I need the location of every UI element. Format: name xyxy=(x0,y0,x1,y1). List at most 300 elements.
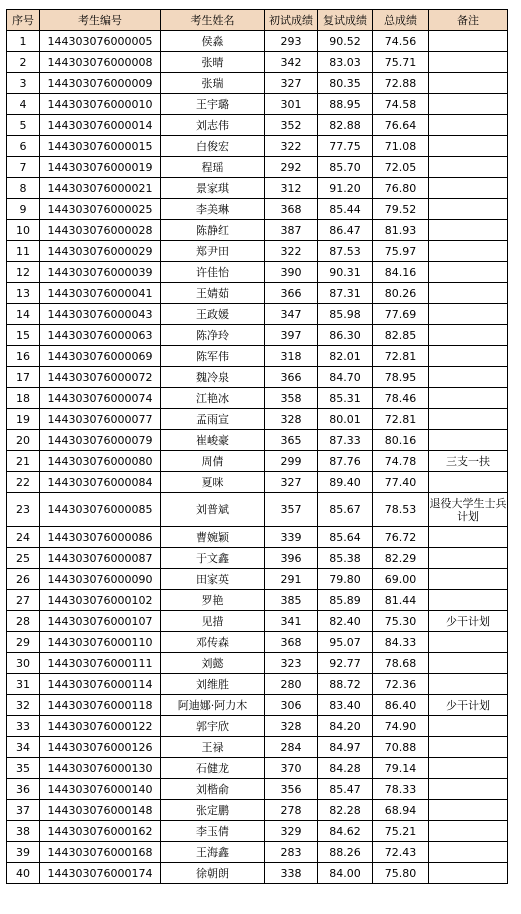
score-table xyxy=(6,9,508,884)
cell-initial-score: 327 xyxy=(265,73,318,94)
table-row xyxy=(7,325,508,346)
cell-retest-score: 84.28 xyxy=(318,758,373,779)
cell-total-score: 75.71 xyxy=(373,52,429,73)
cell-exam-id: 144303076000039 xyxy=(40,262,161,283)
cell-seq: 40 xyxy=(7,863,40,884)
cell-remark xyxy=(429,779,508,800)
cell-remark xyxy=(429,863,508,884)
cell-name: 徐朝朗 xyxy=(161,863,265,884)
cell-retest-score: 85.67 xyxy=(318,493,373,527)
table-row xyxy=(7,199,508,220)
cell-remark xyxy=(429,304,508,325)
cell-total-score: 72.05 xyxy=(373,157,429,178)
cell-total-score: 79.14 xyxy=(373,758,429,779)
cell-exam-id: 144303076000014 xyxy=(40,115,161,136)
table-row xyxy=(7,178,508,199)
cell-name: 曹婉颖 xyxy=(161,527,265,548)
cell-initial-score: 347 xyxy=(265,304,318,325)
cell-total-score: 82.29 xyxy=(373,548,429,569)
cell-seq: 31 xyxy=(7,674,40,695)
cell-remark xyxy=(429,674,508,695)
cell-initial-score: 328 xyxy=(265,409,318,430)
cell-exam-id: 144303076000041 xyxy=(40,283,161,304)
cell-remark xyxy=(429,716,508,737)
cell-remark xyxy=(429,178,508,199)
cell-name: 刘普斌 xyxy=(161,493,265,527)
table-row xyxy=(7,632,508,653)
cell-initial-score: 323 xyxy=(265,653,318,674)
cell-total-score: 77.69 xyxy=(373,304,429,325)
cell-total-score: 72.81 xyxy=(373,346,429,367)
cell-initial-score: 328 xyxy=(265,716,318,737)
cell-total-score: 82.85 xyxy=(373,325,429,346)
cell-total-score: 72.88 xyxy=(373,73,429,94)
cell-seq: 6 xyxy=(7,136,40,157)
cell-retest-score: 89.40 xyxy=(318,472,373,493)
table-row xyxy=(7,472,508,493)
cell-initial-score: 366 xyxy=(265,283,318,304)
table-row xyxy=(7,52,508,73)
cell-seq: 22 xyxy=(7,472,40,493)
cell-exam-id: 144303076000087 xyxy=(40,548,161,569)
table-row xyxy=(7,842,508,863)
cell-remark xyxy=(429,409,508,430)
table-row xyxy=(7,674,508,695)
cell-remark: 三支一扶 xyxy=(429,451,508,472)
cell-initial-score: 358 xyxy=(265,388,318,409)
cell-exam-id: 144303076000162 xyxy=(40,821,161,842)
cell-total-score: 68.94 xyxy=(373,800,429,821)
cell-retest-score: 84.20 xyxy=(318,716,373,737)
cell-retest-score: 82.88 xyxy=(318,115,373,136)
cell-total-score: 81.93 xyxy=(373,220,429,241)
cell-name: 李玉倩 xyxy=(161,821,265,842)
cell-initial-score: 390 xyxy=(265,262,318,283)
cell-retest-score: 82.40 xyxy=(318,611,373,632)
cell-seq: 18 xyxy=(7,388,40,409)
cell-remark xyxy=(429,430,508,451)
table-row xyxy=(7,569,508,590)
cell-name: 郭宇欣 xyxy=(161,716,265,737)
table-row xyxy=(7,367,508,388)
cell-seq: 34 xyxy=(7,737,40,758)
cell-name: 张晴 xyxy=(161,52,265,73)
cell-remark: 少干计划 xyxy=(429,695,508,716)
cell-name: 侯淼 xyxy=(161,31,265,52)
cell-name: 张瑞 xyxy=(161,73,265,94)
table-row xyxy=(7,220,508,241)
cell-initial-score: 322 xyxy=(265,136,318,157)
cell-retest-score: 79.80 xyxy=(318,569,373,590)
cell-name: 于文鑫 xyxy=(161,548,265,569)
cell-initial-score: 327 xyxy=(265,472,318,493)
cell-exam-id: 144303076000028 xyxy=(40,220,161,241)
cell-initial-score: 301 xyxy=(265,94,318,115)
cell-total-score: 74.78 xyxy=(373,451,429,472)
cell-total-score: 72.81 xyxy=(373,409,429,430)
cell-initial-score: 283 xyxy=(265,842,318,863)
cell-total-score: 71.08 xyxy=(373,136,429,157)
cell-total-score: 84.33 xyxy=(373,632,429,653)
cell-seq: 3 xyxy=(7,73,40,94)
table-row xyxy=(7,863,508,884)
cell-exam-id: 144303076000111 xyxy=(40,653,161,674)
cell-name: 刘楷俞 xyxy=(161,779,265,800)
cell-initial-score: 396 xyxy=(265,548,318,569)
cell-total-score: 75.80 xyxy=(373,863,429,884)
cell-initial-score: 278 xyxy=(265,800,318,821)
cell-seq: 27 xyxy=(7,590,40,611)
cell-retest-score: 85.47 xyxy=(318,779,373,800)
table-row xyxy=(7,136,508,157)
table-row xyxy=(7,73,508,94)
cell-name: 田家英 xyxy=(161,569,265,590)
cell-total-score: 84.16 xyxy=(373,262,429,283)
cell-initial-score: 284 xyxy=(265,737,318,758)
cell-exam-id: 144303076000063 xyxy=(40,325,161,346)
cell-remark xyxy=(429,800,508,821)
header-exam-id: 考生编号 xyxy=(40,10,161,31)
cell-initial-score: 306 xyxy=(265,695,318,716)
cell-seq: 13 xyxy=(7,283,40,304)
cell-exam-id: 144303076000043 xyxy=(40,304,161,325)
cell-remark xyxy=(429,199,508,220)
cell-seq: 36 xyxy=(7,779,40,800)
cell-retest-score: 86.47 xyxy=(318,220,373,241)
cell-retest-score: 82.28 xyxy=(318,800,373,821)
cell-total-score: 80.16 xyxy=(373,430,429,451)
cell-seq: 15 xyxy=(7,325,40,346)
cell-name: 孟雨宣 xyxy=(161,409,265,430)
cell-initial-score: 368 xyxy=(265,199,318,220)
cell-total-score: 78.53 xyxy=(373,493,429,527)
cell-remark xyxy=(429,115,508,136)
cell-exam-id: 144303076000086 xyxy=(40,527,161,548)
cell-name: 罗艳 xyxy=(161,590,265,611)
cell-initial-score: 385 xyxy=(265,590,318,611)
cell-total-score: 69.00 xyxy=(373,569,429,590)
cell-exam-id: 144303076000110 xyxy=(40,632,161,653)
cell-total-score: 76.80 xyxy=(373,178,429,199)
cell-retest-score: 90.31 xyxy=(318,262,373,283)
cell-initial-score: 299 xyxy=(265,451,318,472)
cell-retest-score: 85.98 xyxy=(318,304,373,325)
cell-name: 李美琳 xyxy=(161,199,265,220)
cell-seq: 30 xyxy=(7,653,40,674)
cell-exam-id: 144303076000010 xyxy=(40,94,161,115)
cell-name: 郑尹田 xyxy=(161,241,265,262)
table-row xyxy=(7,262,508,283)
cell-seq: 35 xyxy=(7,758,40,779)
cell-initial-score: 338 xyxy=(265,863,318,884)
table-row xyxy=(7,451,508,472)
cell-exam-id: 144303076000118 xyxy=(40,695,161,716)
cell-seq: 32 xyxy=(7,695,40,716)
cell-retest-score: 84.97 xyxy=(318,737,373,758)
cell-initial-score: 356 xyxy=(265,779,318,800)
cell-name: 刘维胜 xyxy=(161,674,265,695)
table-row xyxy=(7,409,508,430)
cell-initial-score: 329 xyxy=(265,821,318,842)
cell-name: 许佳怡 xyxy=(161,262,265,283)
cell-exam-id: 144303076000015 xyxy=(40,136,161,157)
cell-remark xyxy=(429,157,508,178)
cell-remark xyxy=(429,346,508,367)
cell-initial-score: 357 xyxy=(265,493,318,527)
cell-exam-id: 144303076000107 xyxy=(40,611,161,632)
cell-total-score: 77.40 xyxy=(373,472,429,493)
cell-retest-score: 92.77 xyxy=(318,653,373,674)
cell-initial-score: 397 xyxy=(265,325,318,346)
cell-exam-id: 144303076000090 xyxy=(40,569,161,590)
table-row xyxy=(7,346,508,367)
cell-remark xyxy=(429,52,508,73)
cell-exam-id: 144303076000122 xyxy=(40,716,161,737)
header-retest-score: 复试成绩 xyxy=(318,10,373,31)
cell-remark xyxy=(429,632,508,653)
cell-name: 陈静红 xyxy=(161,220,265,241)
cell-name: 阿迪娜·阿力木 xyxy=(161,695,265,716)
cell-seq: 5 xyxy=(7,115,40,136)
cell-exam-id: 144303076000021 xyxy=(40,178,161,199)
cell-remark xyxy=(429,220,508,241)
cell-exam-id: 144303076000080 xyxy=(40,451,161,472)
table-row xyxy=(7,800,508,821)
cell-exam-id: 144303076000029 xyxy=(40,241,161,262)
cell-total-score: 70.88 xyxy=(373,737,429,758)
cell-seq: 38 xyxy=(7,821,40,842)
cell-initial-score: 280 xyxy=(265,674,318,695)
cell-seq: 29 xyxy=(7,632,40,653)
cell-initial-score: 370 xyxy=(265,758,318,779)
cell-total-score: 75.97 xyxy=(373,241,429,262)
table-row xyxy=(7,388,508,409)
cell-remark xyxy=(429,653,508,674)
cell-total-score: 79.52 xyxy=(373,199,429,220)
cell-retest-score: 88.72 xyxy=(318,674,373,695)
cell-retest-score: 85.89 xyxy=(318,590,373,611)
cell-seq: 8 xyxy=(7,178,40,199)
cell-name: 程瑶 xyxy=(161,157,265,178)
cell-total-score: 75.30 xyxy=(373,611,429,632)
cell-retest-score: 90.52 xyxy=(318,31,373,52)
cell-retest-score: 87.31 xyxy=(318,283,373,304)
cell-retest-score: 85.38 xyxy=(318,548,373,569)
cell-exam-id: 144303076000130 xyxy=(40,758,161,779)
cell-remark xyxy=(429,283,508,304)
cell-name: 刘懿 xyxy=(161,653,265,674)
cell-seq: 9 xyxy=(7,199,40,220)
cell-total-score: 78.68 xyxy=(373,653,429,674)
table-row xyxy=(7,590,508,611)
cell-exam-id: 144303076000072 xyxy=(40,367,161,388)
header-row xyxy=(7,10,508,31)
cell-total-score: 78.95 xyxy=(373,367,429,388)
cell-exam-id: 144303076000008 xyxy=(40,52,161,73)
cell-seq: 39 xyxy=(7,842,40,863)
cell-initial-score: 318 xyxy=(265,346,318,367)
cell-seq: 12 xyxy=(7,262,40,283)
cell-name: 崔峻豪 xyxy=(161,430,265,451)
cell-seq: 19 xyxy=(7,409,40,430)
table-body xyxy=(7,31,508,884)
table-row xyxy=(7,548,508,569)
cell-retest-score: 85.31 xyxy=(318,388,373,409)
cell-name: 魏冷泉 xyxy=(161,367,265,388)
cell-initial-score: 365 xyxy=(265,430,318,451)
cell-initial-score: 366 xyxy=(265,367,318,388)
cell-remark: 少干计划 xyxy=(429,611,508,632)
table-row xyxy=(7,283,508,304)
cell-exam-id: 144303076000074 xyxy=(40,388,161,409)
table-row xyxy=(7,430,508,451)
header-name: 考生姓名 xyxy=(161,10,265,31)
cell-name: 周倩 xyxy=(161,451,265,472)
cell-seq: 11 xyxy=(7,241,40,262)
cell-name: 陈净玲 xyxy=(161,325,265,346)
cell-name: 王宇璐 xyxy=(161,94,265,115)
cell-name: 夏咪 xyxy=(161,472,265,493)
cell-remark xyxy=(429,758,508,779)
cell-total-score: 74.58 xyxy=(373,94,429,115)
cell-exam-id: 144303076000019 xyxy=(40,157,161,178)
cell-exam-id: 144303076000148 xyxy=(40,800,161,821)
cell-seq: 7 xyxy=(7,157,40,178)
cell-retest-score: 80.35 xyxy=(318,73,373,94)
cell-exam-id: 144303076000126 xyxy=(40,737,161,758)
cell-seq: 33 xyxy=(7,716,40,737)
cell-exam-id: 144303076000168 xyxy=(40,842,161,863)
cell-retest-score: 95.07 xyxy=(318,632,373,653)
cell-remark xyxy=(429,527,508,548)
cell-total-score: 76.72 xyxy=(373,527,429,548)
cell-name: 江艳冰 xyxy=(161,388,265,409)
cell-exam-id: 144303076000079 xyxy=(40,430,161,451)
cell-remark xyxy=(429,73,508,94)
cell-name: 王政媛 xyxy=(161,304,265,325)
score-sheet xyxy=(6,9,507,884)
cell-initial-score: 293 xyxy=(265,31,318,52)
cell-seq: 25 xyxy=(7,548,40,569)
cell-seq: 37 xyxy=(7,800,40,821)
cell-retest-score: 84.70 xyxy=(318,367,373,388)
cell-name: 白俊宏 xyxy=(161,136,265,157)
cell-exam-id: 144303076000077 xyxy=(40,409,161,430)
table-row xyxy=(7,653,508,674)
cell-exam-id: 144303076000025 xyxy=(40,199,161,220)
header-seq: 序号 xyxy=(7,10,40,31)
cell-name: 张定鹏 xyxy=(161,800,265,821)
cell-exam-id: 144303076000084 xyxy=(40,472,161,493)
cell-remark xyxy=(429,262,508,283)
cell-retest-score: 91.20 xyxy=(318,178,373,199)
cell-remark xyxy=(429,367,508,388)
table-row xyxy=(7,527,508,548)
header-remark: 备注 xyxy=(429,10,508,31)
cell-total-score: 78.46 xyxy=(373,388,429,409)
table-row xyxy=(7,94,508,115)
table-row xyxy=(7,611,508,632)
table-row xyxy=(7,821,508,842)
cell-remark xyxy=(429,821,508,842)
table-row xyxy=(7,779,508,800)
cell-retest-score: 77.75 xyxy=(318,136,373,157)
table-row xyxy=(7,737,508,758)
cell-retest-score: 87.33 xyxy=(318,430,373,451)
cell-seq: 1 xyxy=(7,31,40,52)
cell-remark xyxy=(429,472,508,493)
cell-remark xyxy=(429,241,508,262)
cell-total-score: 75.21 xyxy=(373,821,429,842)
cell-remark xyxy=(429,388,508,409)
cell-retest-score: 80.01 xyxy=(318,409,373,430)
cell-initial-score: 352 xyxy=(265,115,318,136)
header-total-score: 总成绩 xyxy=(373,10,429,31)
cell-remark xyxy=(429,737,508,758)
table-row xyxy=(7,304,508,325)
cell-exam-id: 144303076000102 xyxy=(40,590,161,611)
cell-total-score: 80.26 xyxy=(373,283,429,304)
table-row xyxy=(7,241,508,262)
cell-total-score: 74.90 xyxy=(373,716,429,737)
cell-initial-score: 342 xyxy=(265,52,318,73)
cell-exam-id: 144303076000009 xyxy=(40,73,161,94)
cell-remark xyxy=(429,31,508,52)
cell-initial-score: 312 xyxy=(265,178,318,199)
cell-seq: 26 xyxy=(7,569,40,590)
table-row xyxy=(7,31,508,52)
cell-retest-score: 83.03 xyxy=(318,52,373,73)
cell-initial-score: 291 xyxy=(265,569,318,590)
table-row xyxy=(7,695,508,716)
cell-name: 景家琪 xyxy=(161,178,265,199)
cell-total-score: 86.40 xyxy=(373,695,429,716)
cell-name: 石健龙 xyxy=(161,758,265,779)
cell-name: 邓传森 xyxy=(161,632,265,653)
table-row xyxy=(7,157,508,178)
cell-total-score: 78.33 xyxy=(373,779,429,800)
table-row xyxy=(7,493,508,527)
cell-seq: 10 xyxy=(7,220,40,241)
cell-total-score: 72.43 xyxy=(373,842,429,863)
cell-retest-score: 87.53 xyxy=(318,241,373,262)
cell-remark xyxy=(429,548,508,569)
table-row xyxy=(7,758,508,779)
cell-retest-score: 84.62 xyxy=(318,821,373,842)
cell-seq: 21 xyxy=(7,451,40,472)
cell-total-score: 74.56 xyxy=(373,31,429,52)
cell-name: 王海鑫 xyxy=(161,842,265,863)
cell-total-score: 81.44 xyxy=(373,590,429,611)
table-row xyxy=(7,716,508,737)
cell-seq: 2 xyxy=(7,52,40,73)
cell-remark xyxy=(429,94,508,115)
cell-remark xyxy=(429,569,508,590)
cell-seq: 23 xyxy=(7,493,40,527)
cell-remark: 退役大学生士兵计划 xyxy=(429,493,508,527)
header-initial-score: 初试成绩 xyxy=(265,10,318,31)
cell-initial-score: 339 xyxy=(265,527,318,548)
cell-initial-score: 341 xyxy=(265,611,318,632)
cell-initial-score: 387 xyxy=(265,220,318,241)
cell-retest-score: 85.70 xyxy=(318,157,373,178)
cell-retest-score: 84.00 xyxy=(318,863,373,884)
cell-seq: 20 xyxy=(7,430,40,451)
cell-retest-score: 88.26 xyxy=(318,842,373,863)
cell-seq: 16 xyxy=(7,346,40,367)
cell-exam-id: 144303076000069 xyxy=(40,346,161,367)
cell-initial-score: 368 xyxy=(265,632,318,653)
